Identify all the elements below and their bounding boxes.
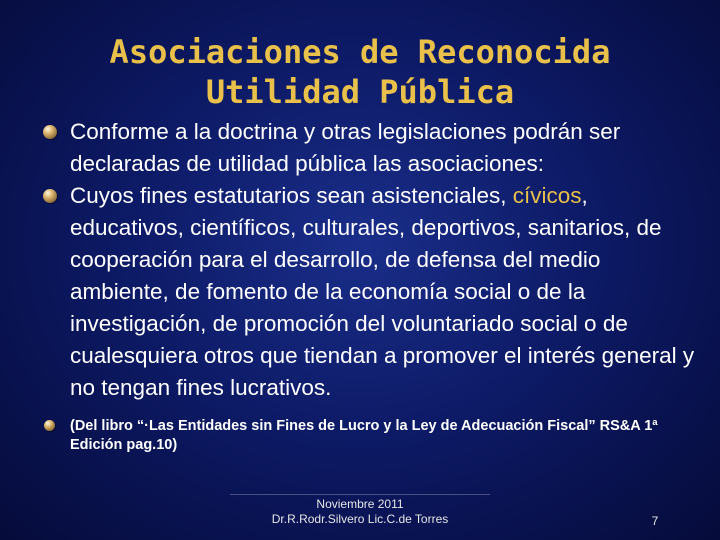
page-number: 7: [651, 514, 659, 528]
footer-divider: [230, 494, 490, 495]
bullet-text-3: (Del libro “·Las Entidades sin Fines de Lucro y la Ley de Adecuación Fiscal” RS&A 1ª Edición pag.10): [70, 418, 658, 453]
title-line-2: Utilidad Pública: [205, 73, 515, 111]
bullet-icon: [43, 125, 57, 139]
highlighted-word: cívicos: [512, 183, 582, 208]
bullet-text-2-before: Cuyos fines estatutarios sean asistenciales,: [70, 183, 513, 208]
bullet-text-1: Conforme a la doctrina y otras legislaciones podrán ser declaradas de utilidad pública las asociaciones:: [70, 119, 621, 176]
bullet-item-3: [40, 417, 700, 455]
bullet-item-1: [40, 116, 700, 180]
bullet-list: [40, 116, 700, 455]
bullet-icon: [43, 189, 57, 203]
footer-author: Dr.R.Rodr.Silvero Lic.C.de Torres: [271, 512, 449, 526]
bullet-icon: [44, 420, 55, 431]
footer: [200, 497, 520, 527]
title-line-1: Asociaciones de Reconocida: [109, 33, 611, 71]
slide-title: [20, 32, 700, 112]
bullet-item-2: [40, 180, 700, 404]
footer-date: Noviembre 2011: [316, 497, 404, 511]
bullet-text-2-after: , educativos, científicos, culturales, deportivos, sanitarios, de cooperación para el desarrollo, de defensa del medio ambiente, de fomento de la economía social o de la investigación, de promoción del voluntariado social o de cualesquiera otros que tiendan a promover el interés general y no tengan fines lucrativos.: [70, 183, 695, 400]
